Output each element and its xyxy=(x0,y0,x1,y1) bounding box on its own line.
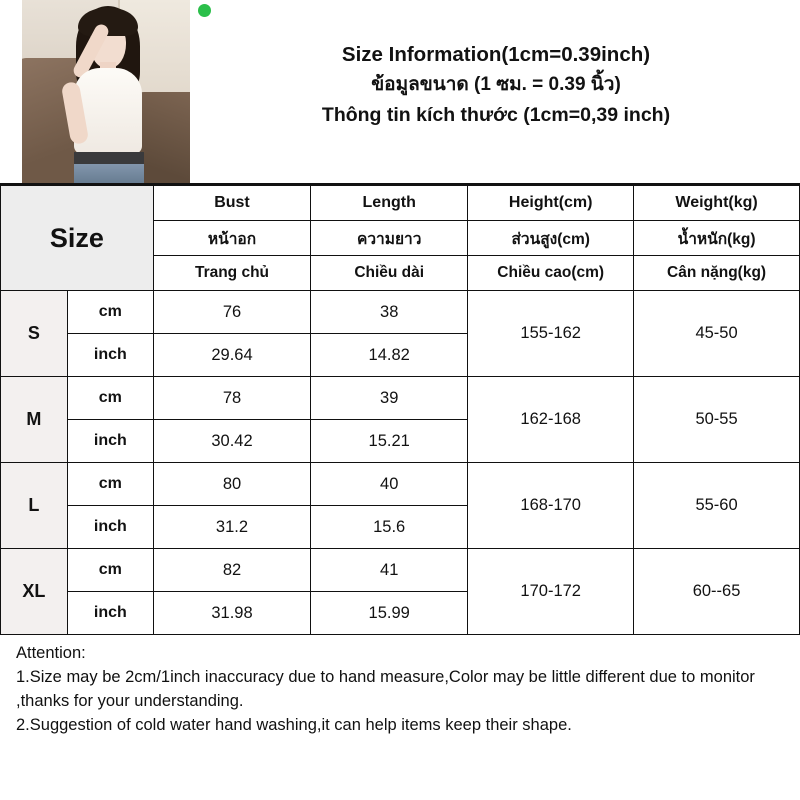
weight-value: 45-50 xyxy=(634,291,800,377)
bust-inch-value: 31.2 xyxy=(153,506,310,549)
length-cm-value: 41 xyxy=(311,549,468,592)
table-header-row-en xyxy=(1,186,800,221)
attention-line-1: 1.Size may be 2cm/1inch inaccuracy due to hand measure,Color may be little different due to monitor ,thanks for your understanding. xyxy=(16,668,755,710)
col-header-weight-vi: Cân nặng(kg) xyxy=(634,256,800,291)
size-corner-label: Size xyxy=(1,186,154,291)
bust-cm-value: 80 xyxy=(153,463,310,506)
green-dot-icon xyxy=(198,4,211,17)
length-inch-value: 15.99 xyxy=(311,592,468,635)
col-header-weight-th: น้ำหนัก(kg) xyxy=(634,221,800,256)
row-size-label: XL xyxy=(1,549,68,635)
length-cm-value: 40 xyxy=(311,463,468,506)
model-photo xyxy=(22,0,190,183)
height-value: 155-162 xyxy=(468,291,634,377)
col-header-bust-th: หน้าอก xyxy=(153,221,310,256)
length-cm-value: 39 xyxy=(311,377,468,420)
col-header-length-vi: Chiều dài xyxy=(311,256,468,291)
size-table xyxy=(0,185,800,635)
chart-header xyxy=(0,0,800,185)
col-header-bust-en: Bust xyxy=(153,186,310,221)
bust-inch-value: 31.98 xyxy=(153,592,310,635)
bust-inch-value: 30.42 xyxy=(153,420,310,463)
col-header-length-en: Length xyxy=(311,186,468,221)
attention-line-2: 2.Suggestion of cold water hand washing,it can help items keep their shape. xyxy=(16,716,572,734)
attention-title: Attention: xyxy=(16,644,86,662)
col-header-height-vi: Chiều cao(cm) xyxy=(468,256,634,291)
table-row xyxy=(1,463,800,506)
title-block xyxy=(200,40,792,130)
col-header-bust-vi: Trang chủ xyxy=(153,256,310,291)
unit-inch-label: inch xyxy=(67,420,153,463)
bust-cm-value: 78 xyxy=(153,377,310,420)
bust-cm-value: 76 xyxy=(153,291,310,334)
height-value: 168-170 xyxy=(468,463,634,549)
table-row xyxy=(1,377,800,420)
unit-inch-label: inch xyxy=(67,334,153,377)
bust-inch-value: 29.64 xyxy=(153,334,310,377)
model-jeans xyxy=(74,164,144,183)
height-value: 162-168 xyxy=(468,377,634,463)
height-value: 170-172 xyxy=(468,549,634,635)
row-size-label: L xyxy=(1,463,68,549)
unit-inch-label: inch xyxy=(67,506,153,549)
col-header-height-th: ส่วนสูง(cm) xyxy=(468,221,634,256)
unit-cm-label: cm xyxy=(67,463,153,506)
title-line-th: ข้อมูลขนาด (1 ซม. = 0.39 นิ้ว) xyxy=(371,74,621,95)
length-cm-value: 38 xyxy=(311,291,468,334)
col-header-length-th: ความยาว xyxy=(311,221,468,256)
weight-value: 50-55 xyxy=(634,377,800,463)
unit-cm-label: cm xyxy=(67,377,153,420)
title-line-en: Size Information(1cm=0.39inch) xyxy=(341,43,651,66)
col-header-height-en: Height(cm) xyxy=(468,186,634,221)
unit-inch-label: inch xyxy=(67,592,153,635)
table-row xyxy=(1,291,800,334)
unit-cm-label: cm xyxy=(67,291,153,334)
col-header-weight-en: Weight(kg) xyxy=(634,186,800,221)
weight-value: 60--65 xyxy=(634,549,800,635)
bust-cm-value: 82 xyxy=(153,549,310,592)
photo-model xyxy=(66,6,152,183)
length-inch-value: 15.6 xyxy=(311,506,468,549)
row-size-label: S xyxy=(1,291,68,377)
length-inch-value: 14.82 xyxy=(311,334,468,377)
length-inch-value: 15.21 xyxy=(311,420,468,463)
title-line-vi: Thông tin kích thước (1cm=0,39 inch) xyxy=(321,104,671,126)
weight-value: 55-60 xyxy=(634,463,800,549)
attention-block xyxy=(0,635,800,737)
unit-cm-label: cm xyxy=(67,549,153,592)
table-row xyxy=(1,549,800,592)
row-size-label: M xyxy=(1,377,68,463)
